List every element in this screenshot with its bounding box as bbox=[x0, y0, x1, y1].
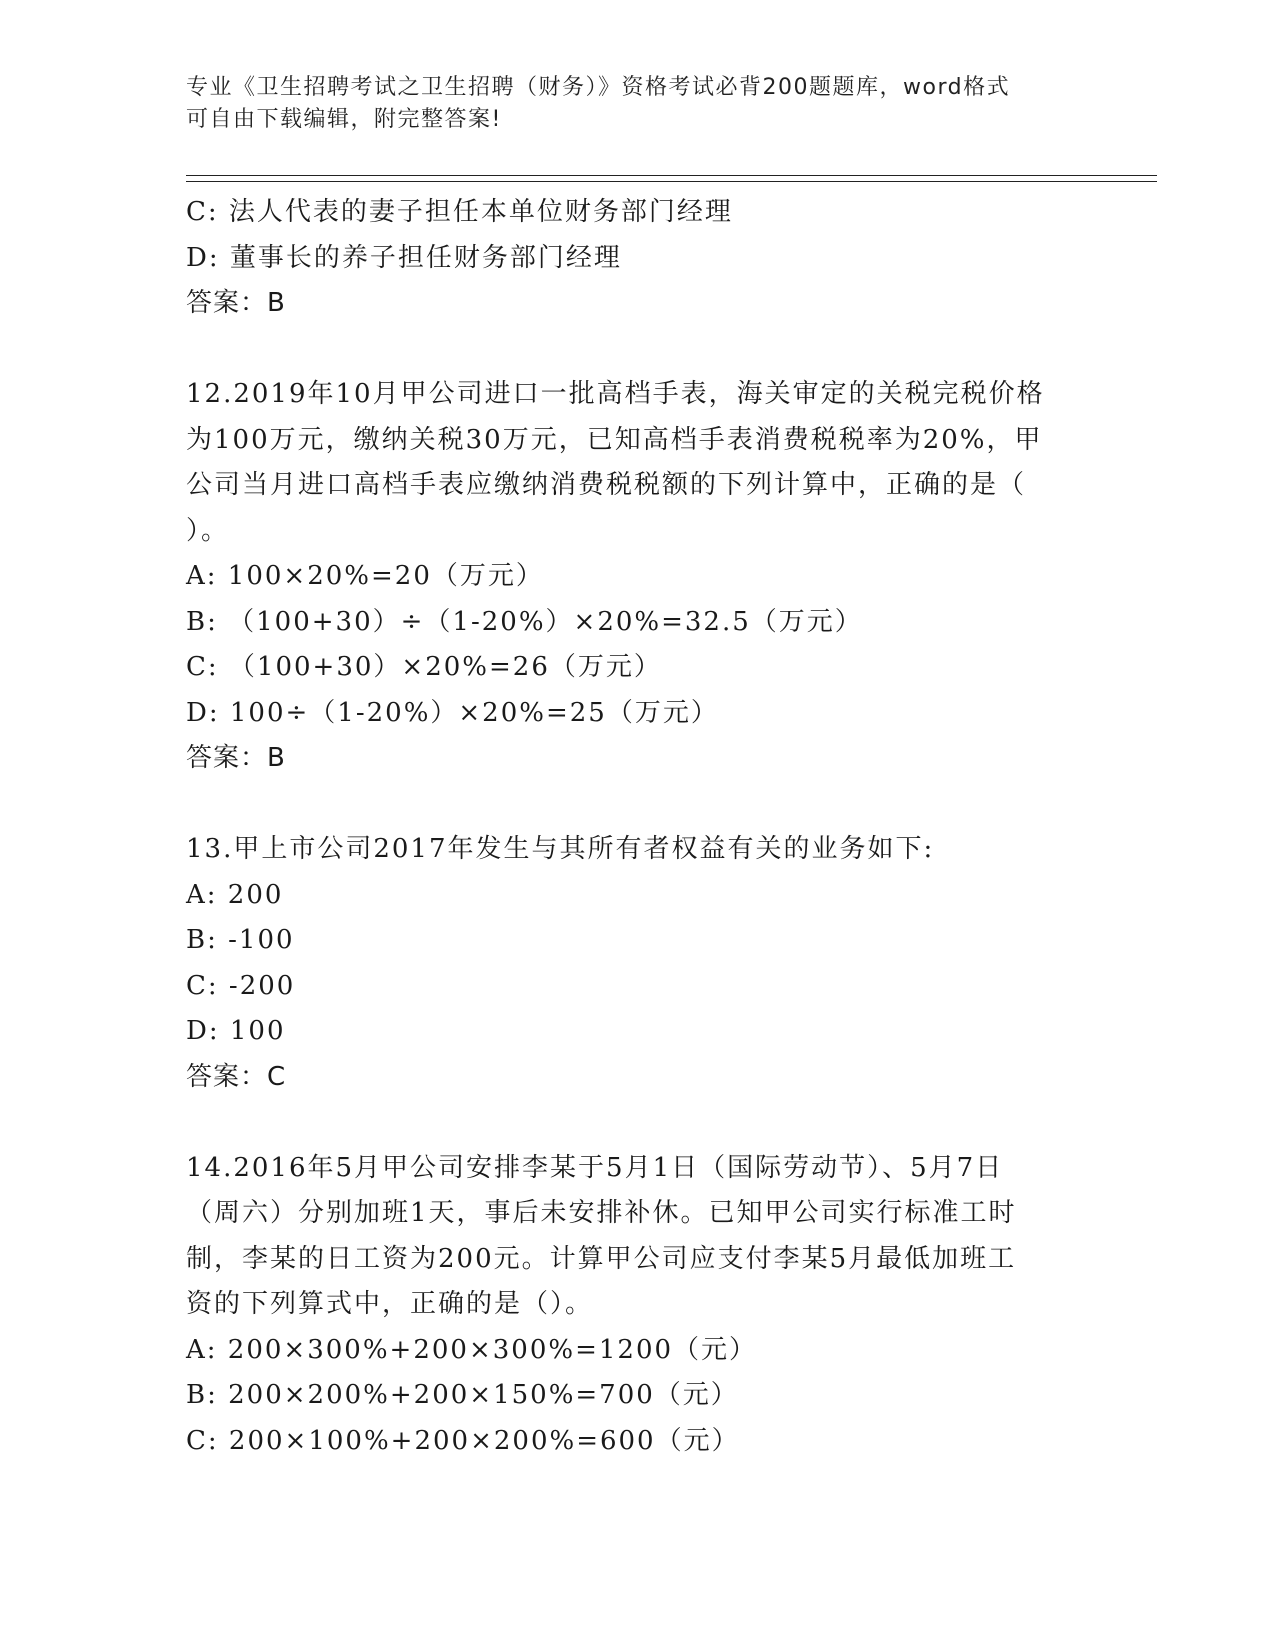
question-12 bbox=[186, 372, 1086, 782]
question-12-option-a: A: 100×20%=20（万元） bbox=[186, 561, 544, 591]
question-12-text-line: 为100万元，缴纳关税30万元，已知高档手表消费税税率为20%，甲 bbox=[186, 424, 1043, 455]
header-divider-bottom bbox=[186, 181, 1157, 182]
question-12-option-d: D: 100÷（1-20%）×20%=25（万元） bbox=[186, 697, 719, 728]
header-divider-top bbox=[186, 175, 1157, 176]
question-14-text-line: （周六）分别加班1天，事后未安排补休。已知甲公司实行标准工时 bbox=[186, 1198, 1017, 1228]
question-13 bbox=[186, 827, 1086, 1100]
question-12-text-line: 公司当月进口高档手表应缴纳消费税税额的下列计算中，正确的是（ bbox=[186, 470, 1027, 500]
prev-option-d: D: 董事长的养子担任财务部门经理 bbox=[186, 242, 622, 273]
question-12-option-b: B: （100+30）÷（1-20%）×20%=32.5（万元） bbox=[186, 606, 863, 637]
question-14-text-line: 制，李某的日工资为200元。计算甲公司应支付李某5月最低加班工 bbox=[186, 1243, 1017, 1274]
question-13-option-c: C: -200 bbox=[186, 970, 296, 1001]
spacer bbox=[186, 1100, 1086, 1146]
question-13-answer: 答案：C bbox=[186, 1061, 287, 1092]
header-title-line-2: 可自由下载编辑，附完整答案! bbox=[186, 107, 502, 132]
question-13-text-line: 13.甲上市公司2017年发生与其所有者权益有关的业务如下: bbox=[186, 834, 935, 864]
question-14 bbox=[186, 1146, 1086, 1465]
question-12-option-c: C: （100+30）×20%=26（万元） bbox=[186, 652, 662, 682]
question-14-option-b: B: 200×200%+200×150%=700（元） bbox=[186, 1380, 739, 1410]
prev-answer: 答案：B bbox=[186, 288, 286, 318]
question-13-option-b: B: -100 bbox=[186, 925, 295, 955]
question-14-option-c: C: 200×100%+200×200%=600（元） bbox=[186, 1425, 740, 1456]
question-13-option-d: D: 100 bbox=[186, 1016, 286, 1046]
spacer bbox=[186, 782, 1086, 828]
question-12-answer: 答案：B bbox=[186, 743, 286, 773]
question-12-text-line: ）。 bbox=[186, 515, 230, 546]
question-14-text-line: 14.2016年5月甲公司安排李某于5月1日（国际劳动节）、5月7日 bbox=[186, 1152, 1004, 1183]
spacer bbox=[186, 327, 1086, 373]
question-12-text-line: 12.2019年10月甲公司进口一批高档手表，海关审定的关税完税价格 bbox=[186, 379, 1045, 409]
question-14-option-a: A: 200×300%+200×300%=1200（元） bbox=[186, 1334, 758, 1365]
header-title-line-1: 专业《卫生招聘考试之卫生招聘（财务）》资格考试必背200题题库，word格式 bbox=[186, 75, 1011, 100]
page-header bbox=[186, 72, 1066, 136]
prev-option-c: C: 法人代表的妻子担任本单位财务部门经理 bbox=[186, 197, 733, 227]
question-13-option-a: A: 200 bbox=[186, 879, 284, 910]
document-body bbox=[186, 190, 1086, 1464]
question-14-text-line: 资的下列算式中，正确的是（）。 bbox=[186, 1289, 594, 1319]
